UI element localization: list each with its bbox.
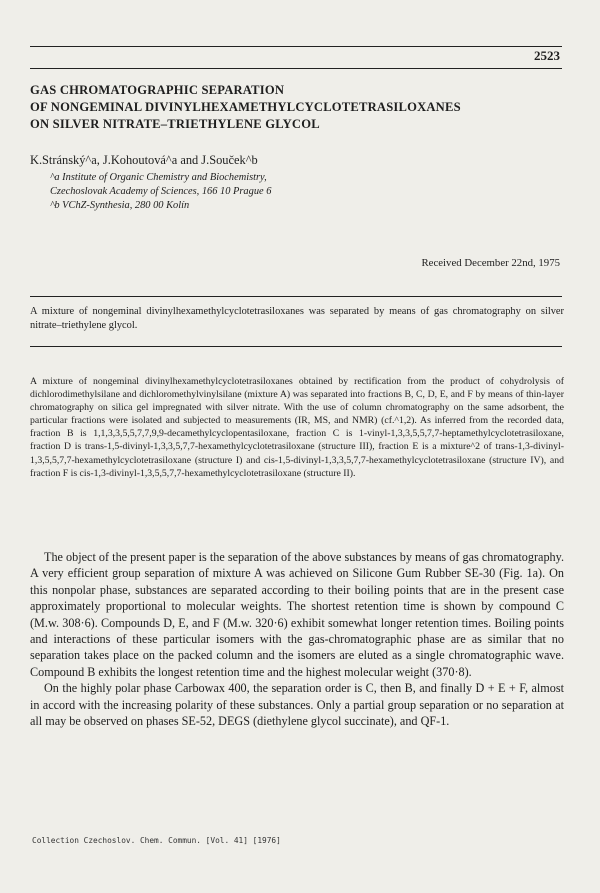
header-rule [30, 46, 562, 47]
header-rule-lower [30, 68, 562, 69]
journal-footer: Collection Czechoslov. Chem. Commun. [Vol. 41] [1976] [32, 836, 281, 845]
body-paragraph-2: On the highly polar phase Carbowax 400, the separation order is C, then B, and finally D + E + F, almost in accord with the increasing polarity of these substances. Only a partial group separation or no separation at all may be observed on phases SE-52, DEGS (diethylene glycol succinate), and QF-1. [30, 681, 564, 729]
title-line-1: GAS CHROMATOGRAPHIC SEPARATION [30, 83, 285, 97]
affiliation-line-3: ^b VChZ-Synthesia, 280 00 Kolín [50, 200, 190, 211]
abstract-rule-top [30, 296, 562, 297]
authors: K.Stránský^a, J.Kohoutová^a and J.Souček^b [30, 153, 258, 167]
body-paragraph-1: The object of the present paper is the separation of the above substances by means of gas chromatography. A very efficient group separation of mixture A was achieved on Silicone Gum Rubber SE-30 (Fig. 1a). On this nonpolar phase, substances are separated according to their boiling points that are in the present case approximately proportional to molecular weights. The shortest retention time is shown by compound C (M.w. 308·6). Compounds D, E, and F (M.w. 320·6) exhibit somewhat longer retention times. Boiling points and interactions of these particular isomers with the gas-chromatographic phase are as similar that no separation takes place on the packed column and the isomers are eluted as a single chromatographic wave. Compound B exhibits the longest retention time and the highest molecular weight (370·8). [30, 550, 564, 679]
affiliation-line-2: Czechoslovak Academy of Sciences, 166 10 Prague 6 [50, 186, 272, 197]
affiliation-line-1: ^a Institute of Organic Chemistry and Biochemistry, [50, 172, 267, 183]
page-number: 2523 [534, 48, 560, 63]
abstract-rule-bottom [30, 346, 562, 347]
body-text [30, 549, 564, 729]
title-line-3: ON SILVER NITRATE–TRIETHYLENE GLYCOL [30, 117, 320, 131]
affiliations [50, 171, 271, 213]
received-date: Received December 22nd, 1975 [421, 257, 560, 269]
article-title [30, 82, 570, 133]
title-line-2: OF NONGEMINAL DIVINYLHEXAMETHYLCYCLOTETRASILOXANES [30, 100, 461, 114]
summary-paragraph: A mixture of nongeminal divinylhexamethylcyclotetrasiloxanes obtained by rectification from the product of cohydrolysis of dichlorodimethylsilane and dichloromethylvinylsilane (mixture A) was separated into fractions B, C, D, E, and F by means of thin-layer chromatography on silica gel impregnated with silver nitrate. With the use of column chromatography on the same adsorbent, the particular fractions were isolated and subjected to measurements (IR, MS, and NMR) (cf.^1,2). As inferred from the recorded data, fraction B is 1,1,3,3,5,5,7,7,9,9-decamethylcyclopentasiloxane, fraction C is 1-vinyl-1,3,3,5,5,7,7-heptamethylcyclotetrasiloxane, fraction D is trans-1,5-divinyl-1,3,3,5,7,7-hexamethylcyclotetrasiloxane (structure III), fraction E is a mixture^2 of trans-1,3-divinyl-1,3,5,5,7,7-hexamethylcyclotetrasiloxane (structure I) and cis-1,5-divinyl-1,3,3,5,7,7-hexamethylcyclotetrasiloxane (structure IV), and fraction F is cis-1,3-divinyl-1,3,5,5,7,7-hexamethylcyclotetrasiloxane (structure II). [30, 376, 564, 479]
abstract: A mixture of nongeminal divinylhexamethylcyclotetrasiloxanes was separated by means of gas chromatography on silver nitrate–triethylene glycol. [30, 306, 564, 331]
